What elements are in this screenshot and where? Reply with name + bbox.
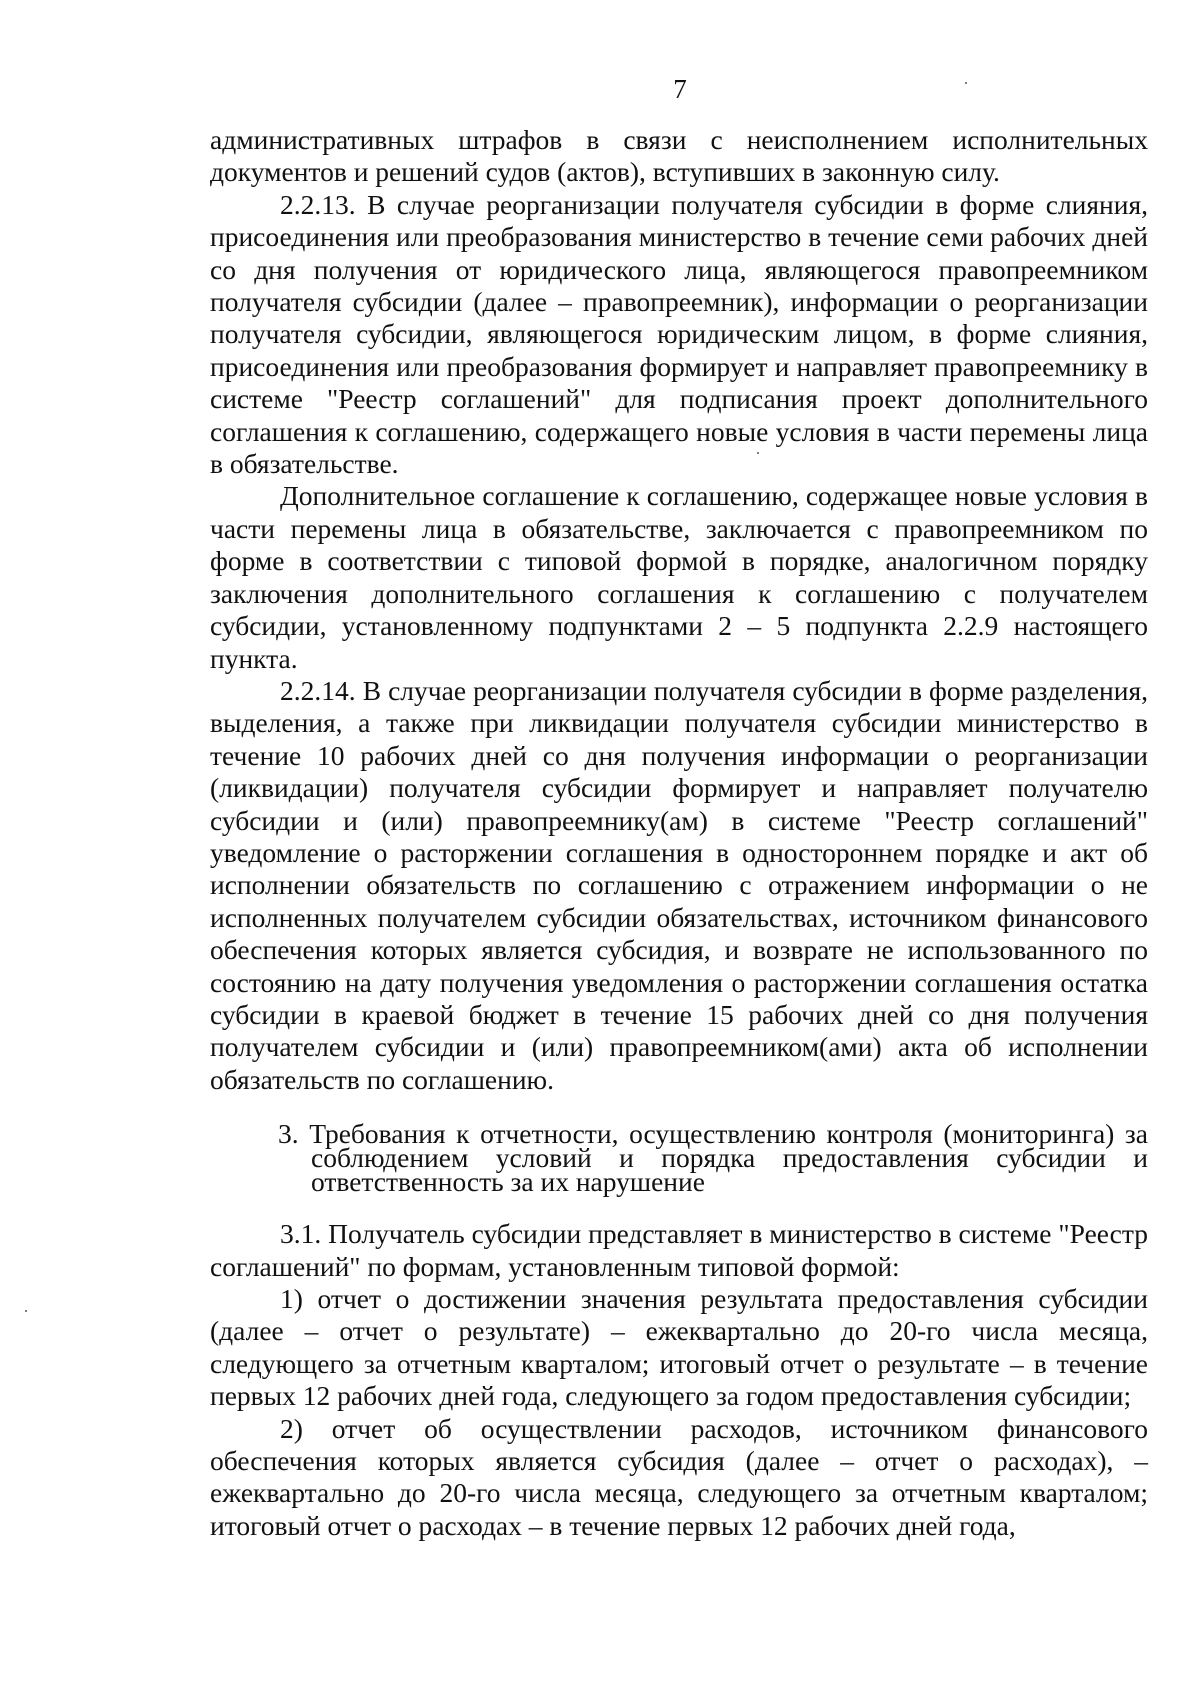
paragraph-additional-agreement: Дополнительное соглашение к соглашению, содержащее новые условия в части перемены лица в обязательстве, заключается с правопреемником по форме в соответствии с типовой формой в порядке, аналогичном порядку заключения дополнительного соглашения к соглашению с получателем субсидии, установленному подпунктами 2 – 5 подпункта 2.2.9 настоящего пункта. [210, 480, 1148, 674]
scan-speck [965, 82, 967, 84]
page-number: 7 [673, 74, 687, 104]
scan-speck [25, 1310, 27, 1312]
paragraph-2-2-13: 2.2.13. В случае реорганизации получателя субсидии в форме слияния, присоединения или преобразования министерство в течение семи рабочих дней со дня получения от юридического лица, являющегося правопреемником получателя субсидии (далее – правопреемник), информации о реорганизации получателя субсидии, являющегося юридическим лицом, в форме слияния, присоединения или преобразования формирует и направляет правопреемнику в системе "Реестр соглашений" для подписания проект дополнительного соглашения к соглашению, содержащего новые условия в части перемены лица в обязательстве. [210, 188, 1148, 480]
paragraph-fines-continuation: административных штрафов в связи с неисполнением исполнительных документов и решений судов (актов), вступивших в законную силу. [210, 124, 1148, 188]
list-item-1-result-report: 1) отчет о достижении значения результата предоставления субсидии (далее – отчет о результате) – ежеквартально до 20-го числа месяца, следующего за отчетным кварталом; итоговый отчет о результате – в течение первых 12 рабочих дней года, следующего за годом предоставления субсидии; [210, 1283, 1148, 1412]
scan-speck [757, 452, 759, 454]
paragraph-3-1: 3.1. Получатель субсидии представляет в министерство в системе "Реестр соглашений" по формам, установленным типовой формой: [210, 1218, 1148, 1282]
document-body [210, 124, 1148, 1542]
section-3-heading: 3. Требования к отчетности, осуществлению контроля (мониторинга) за соблюдением условий и порядка предоставления субсидии и ответственность за их нарушение [278, 1118, 1148, 1198]
paragraph-2-2-14: 2.2.14. В случае реорганизации получателя субсидии в форме разделения, выделения, а также при ликвидации получателя субсидии министерство в течение 10 рабочих дней со дня получения информации о реорганизации (ликвидации) получателя субсидии формирует и направляет получателю субсидии и (или) правопреемнику(ам) в системе "Реестр соглашений" уведомление о расторжении соглашения в одностороннем порядке и акт об исполнении обязательств по соглашению с отражением информации о не исполненных получателем субсидии обязательствах, источником финансового обеспечения которых является субсидия, и возврате не использованного по состоянию на дату получения уведомления о расторжении соглашения остатка субсидии в краевой бюджет в течение 15 рабочих дней со дня получения получателем субсидии и (или) правопреемником(ами) акта об исполнении обязательств по соглашению. [210, 674, 1148, 1095]
list-item-2-expense-report: 2) отчет об осуществлении расходов, источником финансового обеспечения которых является субсидия (далее – отчет о расходах), – ежеквартально до 20-го числа месяца, следующего за отчетным кварталом; итоговый отчет о расходах – в течение первых 12 рабочих дней года, [210, 1412, 1148, 1541]
